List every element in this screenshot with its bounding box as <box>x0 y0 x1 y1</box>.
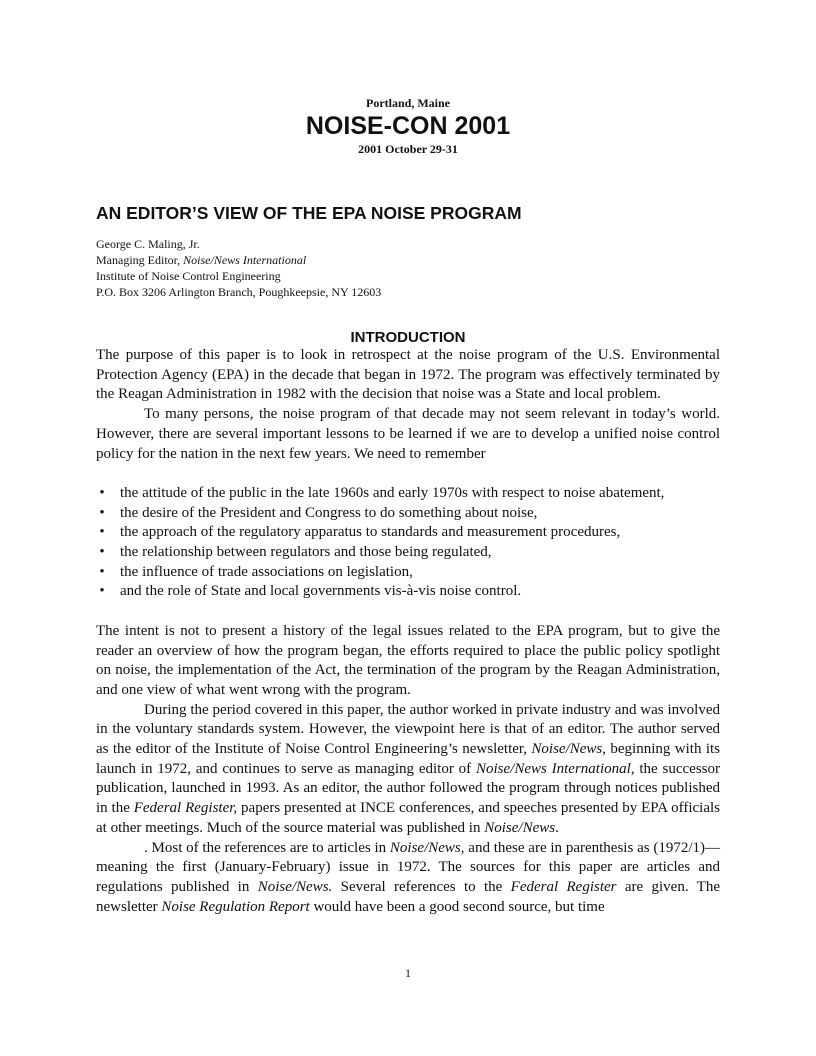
list-item <box>96 484 720 504</box>
bullet-marker: • <box>99 504 105 521</box>
author-role-prefix: Managing Editor, <box>96 253 184 267</box>
paragraph-4 <box>96 701 720 839</box>
bullet-marker: • <box>99 484 105 501</box>
text-span: , beginning with its launch in 1972, and continues to serve as managing editor of <box>96 741 720 777</box>
section-heading-introduction: INTRODUCTION <box>350 329 466 346</box>
author-address: P.O. Box 3206 Arlington Branch, Poughkeepsie, NY 12603 <box>96 285 382 299</box>
list-item <box>96 523 720 543</box>
list-item <box>96 563 720 583</box>
text-span: Several references to the <box>332 878 511 895</box>
author-role <box>96 252 720 268</box>
list-item-text: the approach of the regulatory apparatus to standards and measurement procedures, <box>120 524 621 541</box>
text-span: , and these are in parenthesis as (1972/1)—meaning the first (January-February) issue in 1972. The sources for this paper are articles and regulations published in <box>96 839 720 895</box>
paragraph-1: The purpose of this paper is to look in retrospect at the noise program of the U.S. Environmental Protection Agency (EPA) in the decade that began in 1972. The program was effectively terminated by the Reagan Administration in 1982 with the decision that noise was a State and local problem. <box>96 347 720 403</box>
text-span: are given. The newsletter <box>96 878 720 915</box>
publication-name: Noise/News <box>484 819 556 836</box>
author-publication: Noise/News International <box>183 253 307 267</box>
bullet-marker: • <box>99 544 105 561</box>
author-institute: Institute of Noise Control Engineering <box>96 269 281 283</box>
conference-name: NOISE-CON 2001 <box>305 112 511 140</box>
conference-dates: 2001 October 29-31 <box>358 142 458 156</box>
paragraph-3: The intent is not to present a history of the legal issues related to the EPA program, but to give the reader an overview of how the program began, the efforts required to place the public policy spotlight on noise, the implementation of the Act, the termination of the program by the Reagan Administration, and one view of what went wrong with the program. <box>96 622 720 698</box>
publication-name: Federal Register <box>510 878 617 895</box>
list-item-text: the desire of the President and Congress to do something about noise, <box>120 504 538 521</box>
conference-location: Portland, Maine <box>366 96 450 110</box>
list-item <box>96 543 720 563</box>
list-item-text: the relationship between regulators and those being regulated, <box>120 544 492 561</box>
text-span: papers presented at INCE conferences, and speeches presented by EPA officials at other meetings. Much of the source material was published in <box>96 800 720 836</box>
text-span: During the period covered in this paper, the author worked in private industry and was involved in the voluntary standards system. However, the viewpoint here is that of an editor. The author served as the editor of the Institute of Noise Control Engineering’s newsletter, <box>96 701 720 758</box>
bullet-marker: • <box>99 563 105 580</box>
list-item <box>96 504 720 524</box>
list-item-text: the influence of trade associations on legislation, <box>120 563 413 580</box>
publication-name: Federal Register, <box>133 800 238 817</box>
paragraph-5 <box>96 839 720 918</box>
list-item-text: the attitude of the public in the late 1960s and early 1970s with respect to noise abatement, <box>120 484 665 501</box>
text-span: would have been a good second source, but time <box>309 898 605 915</box>
text-span: . <box>555 819 559 836</box>
bullet-marker: • <box>99 524 105 541</box>
author-name: George C. Maling, Jr. <box>96 237 200 251</box>
page-number: 1 <box>405 966 411 980</box>
publication-name: Noise/News. <box>257 878 333 895</box>
publication-name: Noise/News <box>389 839 461 856</box>
list-item <box>96 582 720 602</box>
list-item-text: and the role of State and local governments vis-à-vis noise control. <box>120 583 522 600</box>
publication-name: Noise/News <box>531 741 603 758</box>
bullet-list <box>96 484 720 602</box>
publication-name: Noise Regulation Report <box>161 898 310 915</box>
publication-name: Noise/News International <box>475 760 631 777</box>
bullet-marker: • <box>99 583 105 600</box>
text-span: . Most of the references are to articles in <box>144 839 390 856</box>
paper-title: AN EDITOR’S VIEW OF THE EPA NOISE PROGRAM <box>96 203 522 223</box>
text-span: , the successor publication, launched in 1993. As an editor, the author followed the program through notices published in the <box>96 760 721 817</box>
body-text <box>96 346 720 917</box>
conference-header <box>96 96 720 156</box>
paragraph-2: To many persons, the noise program of that decade may not seem relevant in today’s world. However, there are several important lessons to be learned if we are to develop a unified noise control policy for the nation in the next few years. We need to remember <box>96 406 720 462</box>
author-block <box>96 236 720 300</box>
